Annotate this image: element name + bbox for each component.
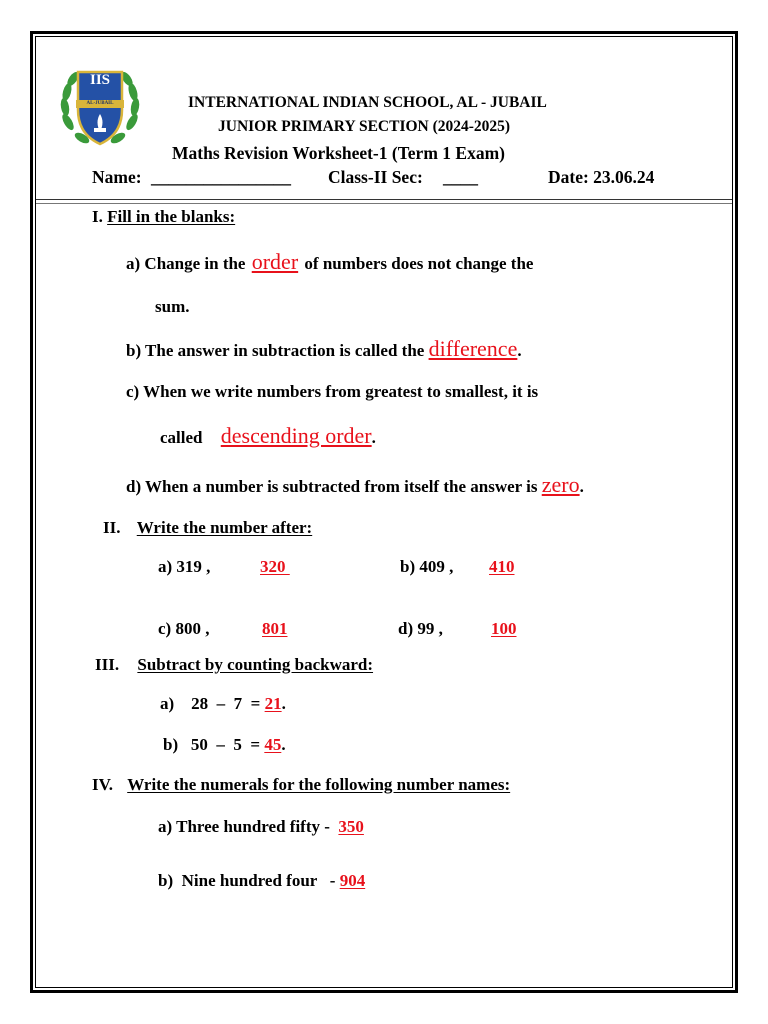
section1-item-a-cont: sum.: [155, 297, 190, 316]
sec-blank: ____: [443, 167, 478, 187]
answer-410: 410: [489, 557, 515, 576]
section4-item-b: b) Nine hundred four - 904: [158, 871, 366, 890]
answer-801: 801: [262, 619, 288, 638]
answer-350: 350: [338, 817, 364, 836]
answer-descending-order: descending order: [220, 423, 372, 448]
header-divider: [36, 199, 732, 200]
date-label: Date: 23.06.24: [548, 167, 655, 187]
answer-904: 904: [339, 871, 366, 890]
header-divider-thin: [36, 203, 732, 204]
section4-item-a: a) Three hundred fifty - 350: [158, 817, 364, 836]
section1-heading: I. Fill in the blanks:: [92, 207, 236, 226]
answer-100: 100: [491, 619, 517, 638]
section1-item-c-cont: called descending order.: [160, 423, 376, 448]
section2-item-d: d) 99 ,: [398, 619, 443, 638]
section2-item-b: b) 409 ,: [400, 557, 454, 576]
name-label: Name:: [92, 167, 142, 187]
answer-difference: difference: [428, 336, 518, 361]
name-blank: ________________: [151, 167, 291, 187]
section1-item-d: d) When a number is subtracted from itself the answer is zero.: [126, 472, 584, 497]
logo-small-text: AL-JUBAIL: [86, 101, 114, 106]
section3-item-b: b) 50 – 5 = 45.: [163, 735, 286, 754]
answer-21: 21: [264, 694, 282, 713]
answer-order: order: [251, 249, 299, 274]
section1-item-b: b) The answer in subtraction is called the difference.: [126, 336, 522, 361]
section3-heading: III. Subtract by counting backward:: [95, 655, 374, 674]
section1-item-c: c) When we write numbers from greatest to smallest, it is: [126, 382, 539, 401]
answer-zero: zero: [541, 472, 580, 497]
section2-item-a: a) 319 ,: [158, 557, 211, 576]
section1-item-a: a) Change in the order of numbers does not change the: [126, 249, 534, 274]
logo-text: IIS: [89, 72, 111, 88]
section4-heading: IV. Write the numerals for the following number names:: [92, 775, 511, 794]
section2-item-c: c) 800 ,: [158, 619, 210, 638]
worksheet-title: Maths Revision Worksheet-1 (Term 1 Exam): [172, 143, 505, 163]
answer-45: 45: [264, 735, 282, 754]
class-label: Class-II Sec:: [328, 167, 423, 187]
section3-item-a: a) 28 – 7 = 21.: [160, 694, 286, 713]
section2-heading: II. Write the number after:: [103, 518, 313, 537]
answer-320: 320: [260, 557, 290, 576]
section-name: JUNIOR PRIMARY SECTION (2024-2025): [218, 118, 511, 135]
school-name: INTERNATIONAL INDIAN SCHOOL, AL - JUBAIL: [188, 94, 547, 111]
